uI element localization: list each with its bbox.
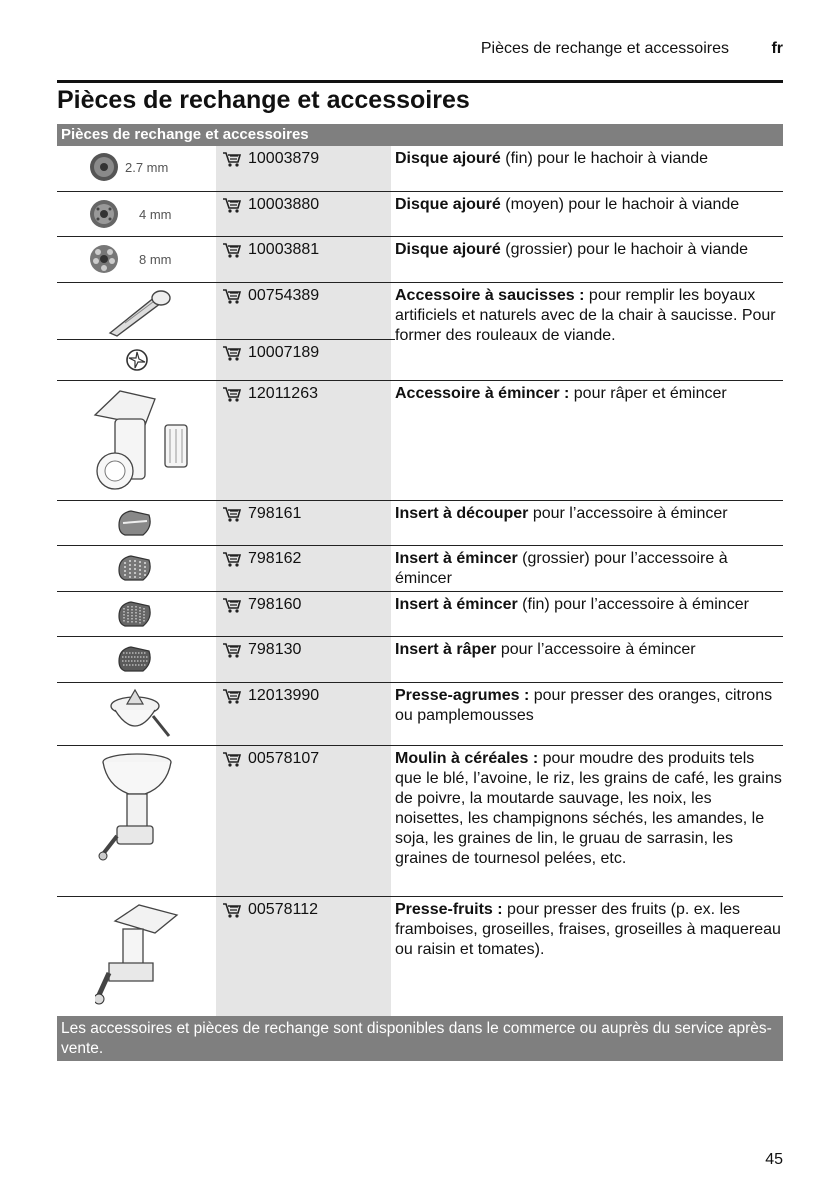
table-row xyxy=(57,192,783,237)
shared-description xyxy=(395,286,783,346)
perforated-disc-coarse-icon xyxy=(89,244,119,274)
description-cell xyxy=(391,546,783,591)
cart-icon xyxy=(222,241,242,259)
parts-table xyxy=(57,124,783,1061)
description-cell xyxy=(391,340,783,380)
part-description: pour l’accessoire à émincer xyxy=(528,505,728,522)
description-cell xyxy=(391,592,783,636)
cart-icon xyxy=(222,550,242,568)
part-code: 10003881 xyxy=(248,241,320,258)
code-cell xyxy=(216,683,391,745)
code-cell xyxy=(216,283,391,339)
cart-icon xyxy=(222,750,242,768)
perforated-disc-fine-icon xyxy=(89,152,119,182)
table-row xyxy=(57,592,783,637)
part-description: pour l’accessoire à émincer xyxy=(496,641,696,658)
part-description: pour remplir les boyaux artificiels et naturels avec de la chair à saucisse. Pour former des rouleaux de viande. xyxy=(395,287,776,344)
image-cell xyxy=(57,192,216,236)
part-name: Accessoire à émincer : xyxy=(395,385,570,402)
code-cell xyxy=(216,340,391,380)
part-name: Presse-fruits : xyxy=(395,901,503,918)
code-cell xyxy=(216,637,391,682)
image-cell xyxy=(57,237,216,282)
part-name: Accessoire à saucisses : xyxy=(395,287,585,304)
part-description: (fin) pour le hachoir à viande xyxy=(500,150,709,167)
part-code: 798130 xyxy=(248,641,302,658)
description-cell xyxy=(391,381,783,500)
page-title: Pièces de rechange et accessoires xyxy=(57,86,470,114)
part-description: (moyen) pour le hachoir à viande xyxy=(500,196,740,213)
part-name: Disque ajouré xyxy=(395,150,501,167)
image-cell xyxy=(57,683,216,745)
image-cell xyxy=(57,746,216,896)
cart-icon xyxy=(222,596,242,614)
cart-icon xyxy=(222,641,242,659)
cart-icon xyxy=(222,196,242,214)
part-code: 00754389 xyxy=(248,287,320,304)
description-cell xyxy=(391,683,783,745)
description-cell xyxy=(391,897,783,1016)
table-row xyxy=(57,381,783,501)
part-code: 10003880 xyxy=(248,196,320,213)
code-cell xyxy=(216,592,391,636)
footer-note: Les accessoires et pièces de rechange sont disponibles dans le commerce ou auprès du service après-vente. xyxy=(57,1016,783,1061)
image-cell xyxy=(57,340,216,380)
part-code: 12013990 xyxy=(248,687,320,704)
code-cell xyxy=(216,381,391,500)
grating-insert-icon xyxy=(115,643,155,675)
table-row xyxy=(57,746,783,897)
part-description: pour moudre des produits tels que le blé, l’avoine, le riz, les grains de café, les grains de poivre, la moutarde sauvage, les noix, les noisettes, les champignons séchés, les amandes, le soja, les graines de lin, le gruau de sarrasin, les graines de tournesol pelées, etc. xyxy=(395,750,782,867)
description-cell xyxy=(391,746,783,896)
fruit-press-icon xyxy=(95,903,179,1009)
part-description: pour presser des fruits (p. ex. les framboises, groseilles, fraises, groseilles à maquereau ou raisin et tomates). xyxy=(395,901,781,958)
language-code: fr xyxy=(771,40,783,57)
image-cell xyxy=(57,381,216,500)
part-code: 798162 xyxy=(248,550,302,567)
running-head-title: Pièces de rechange et accessoires xyxy=(480,40,729,57)
part-code: 00578112 xyxy=(248,901,318,918)
part-code: 798160 xyxy=(248,596,302,613)
code-cell xyxy=(216,546,391,591)
description-cell xyxy=(391,637,783,682)
description-cell xyxy=(391,237,783,282)
size-label: 2.7 mm xyxy=(125,160,169,175)
cart-icon xyxy=(222,150,242,168)
table-row xyxy=(57,340,783,381)
part-description: (grossier) pour l’accessoire à émincer xyxy=(395,550,728,587)
part-code: 12011263 xyxy=(248,385,318,402)
part-name: Disque ajouré xyxy=(395,196,501,213)
part-description: pour râper et émincer xyxy=(569,385,727,402)
cart-icon xyxy=(222,901,242,919)
part-name: Presse-agrumes : xyxy=(395,687,530,704)
part-code: 798161 xyxy=(248,505,302,522)
citrus-press-icon xyxy=(105,688,177,742)
table-row xyxy=(57,897,783,1016)
grain-mill-icon xyxy=(97,752,177,864)
image-cell xyxy=(57,283,216,339)
table-row xyxy=(57,546,783,592)
description-cell xyxy=(391,146,783,191)
code-cell xyxy=(216,897,391,1016)
cart-icon xyxy=(222,344,242,362)
sausage-group xyxy=(57,283,783,381)
image-cell xyxy=(57,592,216,636)
part-description: pour presser des oranges, citrons ou pamplemousses xyxy=(395,687,773,724)
table-row xyxy=(57,501,783,546)
page-number: 45 xyxy=(765,1151,783,1168)
sausage-attachment-icon xyxy=(105,287,175,337)
fine-slicing-insert-icon xyxy=(115,598,155,630)
table-row xyxy=(57,237,783,283)
part-code: 10003879 xyxy=(248,150,320,167)
coarse-slicing-insert-icon xyxy=(115,552,155,584)
cart-icon xyxy=(222,505,242,523)
slicer-attachment-icon xyxy=(85,385,195,497)
table-row xyxy=(57,637,783,683)
size-label: 8 mm xyxy=(139,252,172,267)
running-head xyxy=(481,40,783,58)
code-cell xyxy=(216,237,391,282)
cutting-insert-icon xyxy=(115,507,155,539)
part-name: Insert à râper xyxy=(395,641,497,658)
code-cell xyxy=(216,746,391,896)
image-cell xyxy=(57,637,216,682)
part-name: Insert à découper xyxy=(395,505,529,522)
image-cell xyxy=(57,546,216,591)
perforated-disc-medium-icon xyxy=(89,199,119,229)
part-description: (grossier) pour le hachoir à viande xyxy=(500,241,749,258)
cart-icon xyxy=(222,385,242,403)
title-rule xyxy=(57,80,783,83)
cart-icon xyxy=(222,287,242,305)
image-cell xyxy=(57,146,216,191)
star-cutter-icon xyxy=(125,348,149,372)
part-code: 00578107 xyxy=(248,750,320,767)
table-header: Pièces de rechange et accessoires xyxy=(57,124,783,146)
code-cell xyxy=(216,501,391,545)
part-name: Moulin à céréales : xyxy=(395,750,539,767)
part-code: 10007189 xyxy=(248,344,320,361)
size-label: 4 mm xyxy=(139,207,172,222)
cart-icon xyxy=(222,687,242,705)
code-cell xyxy=(216,146,391,191)
image-cell xyxy=(57,897,216,1016)
code-cell xyxy=(216,192,391,236)
description-cell xyxy=(391,192,783,236)
description-cell xyxy=(391,501,783,545)
part-name: Insert à émincer xyxy=(395,596,518,613)
part-name: Insert à émincer xyxy=(395,550,518,567)
image-cell xyxy=(57,501,216,545)
part-name: Disque ajouré xyxy=(395,241,501,258)
part-description: (fin) pour l’accessoire à émincer xyxy=(517,596,749,613)
table-row xyxy=(57,146,783,192)
table-row xyxy=(57,683,783,746)
